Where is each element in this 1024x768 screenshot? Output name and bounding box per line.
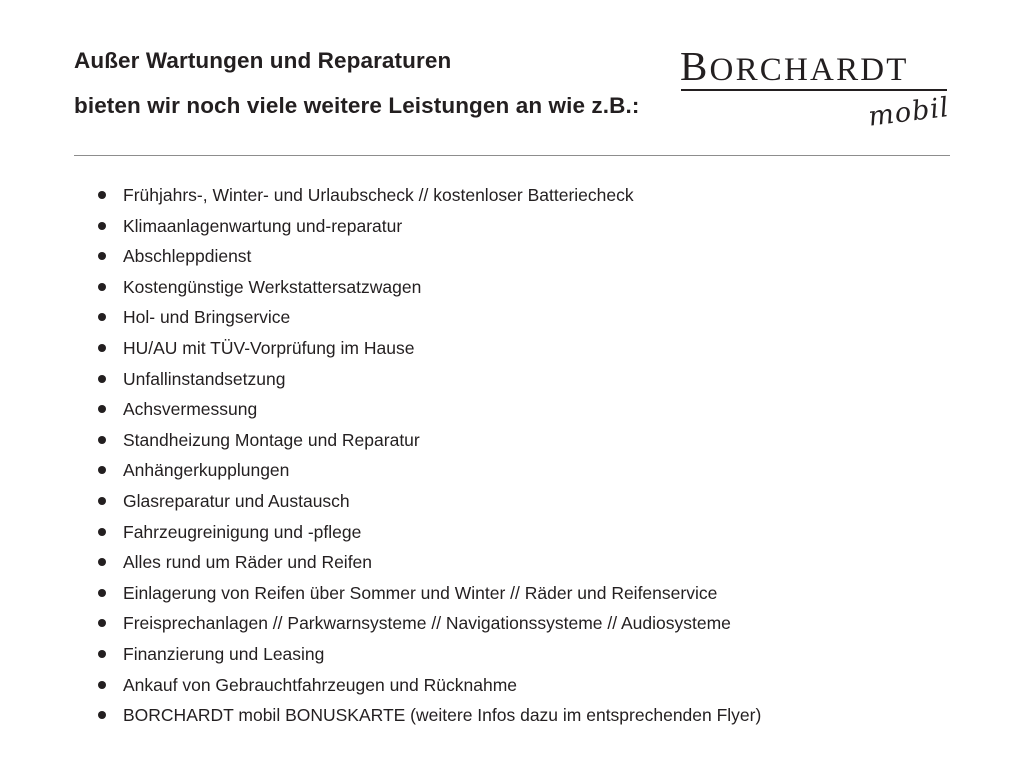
logo-wordmark <box>680 42 909 90</box>
list-item <box>98 549 978 580</box>
bullet-icon <box>98 191 106 199</box>
bullet-icon <box>98 313 106 321</box>
bullet-icon <box>98 375 106 383</box>
list-item <box>98 304 978 335</box>
list-item-label: Unfallinstandsetzung <box>123 368 286 389</box>
list-item <box>98 457 978 488</box>
list-item <box>98 519 978 550</box>
logo-wordmark-initial: B <box>680 43 710 89</box>
list-item <box>98 488 978 519</box>
bullet-icon <box>98 344 106 352</box>
list-item <box>98 274 978 305</box>
list-item-label: Finanzierung und Leasing <box>123 643 325 664</box>
list-item <box>98 641 978 672</box>
bullet-icon <box>98 619 106 627</box>
bullet-icon <box>98 558 106 566</box>
bullet-icon <box>98 405 106 413</box>
list-item-label: Ankauf von Gebrauchtfahrzeugen und Rücknahme <box>123 674 518 695</box>
list-item-label: Hol- und Bringservice <box>123 307 291 328</box>
list-item-label: Fahrzeugreinigung und -pflege <box>123 521 362 542</box>
list-item-label: Klimaanlagenwartung und-reparatur <box>123 215 403 236</box>
logo-underline-divider <box>681 89 947 91</box>
logo-subtitle: mobil <box>866 92 951 133</box>
list-item-label: Frühjahrs-, Winter- und Urlaubscheck // kostenloser Batteriecheck <box>123 185 634 205</box>
bullet-icon <box>98 497 106 505</box>
list-item-label: Standheizung Montage und Reparatur <box>123 429 420 450</box>
list-item-label: Einlagerung von Reifen über Sommer und Winter // Räder und Reifenservice <box>123 582 718 603</box>
list-item <box>98 396 978 427</box>
bullet-icon <box>98 436 106 444</box>
list-item <box>98 580 978 611</box>
list-item <box>98 213 978 244</box>
page-title-line-2: bieten wir noch viele weitere Leistungen an wie z.B.: <box>74 93 640 118</box>
list-item-label: Glasreparatur und Austausch <box>123 490 350 511</box>
page-title-line-1: Außer Wartungen und Reparaturen <box>74 48 452 73</box>
bullet-icon <box>98 681 106 689</box>
bullet-icon <box>98 528 106 536</box>
list-item <box>98 427 978 458</box>
list-item <box>98 702 978 733</box>
list-item-label: Achsvermessung <box>123 399 258 420</box>
list-item <box>98 366 978 397</box>
list-item-label: Abschleppdienst <box>123 246 252 267</box>
bullet-icon <box>98 589 106 597</box>
document-header <box>74 38 950 138</box>
header-divider <box>74 155 950 156</box>
list-item-label: Anhängerkupplungen <box>123 460 290 481</box>
bullet-icon <box>98 466 106 474</box>
list-item-label: BORCHARDT mobil BONUSKARTE (weitere Infos dazu im entsprechenden Flyer) <box>123 705 762 726</box>
bullet-icon <box>98 222 106 230</box>
list-item-label: Freisprechanlagen // Parkwarnsysteme // Navigationssysteme // Audiosysteme <box>123 613 731 634</box>
borchardt-logo <box>680 42 950 138</box>
list-item-label: HU/AU mit TÜV-Vorprüfung im Hause <box>123 337 415 358</box>
list-item-label: Kostengünstige Werkstattersatzwagen <box>123 276 422 297</box>
list-item <box>98 610 978 641</box>
services-list <box>98 182 978 733</box>
list-item <box>98 243 978 274</box>
bullet-icon <box>98 252 106 260</box>
list-item <box>98 672 978 703</box>
bullet-icon <box>98 283 106 291</box>
list-item <box>98 182 978 213</box>
page-title <box>74 38 674 128</box>
bullet-icon <box>98 711 106 719</box>
list-item-label: Alles rund um Räder und Reifen <box>123 552 373 573</box>
logo-wordmark-rest: ORCHARDT <box>709 52 909 88</box>
list-item <box>98 335 978 366</box>
bullet-icon <box>98 650 106 658</box>
